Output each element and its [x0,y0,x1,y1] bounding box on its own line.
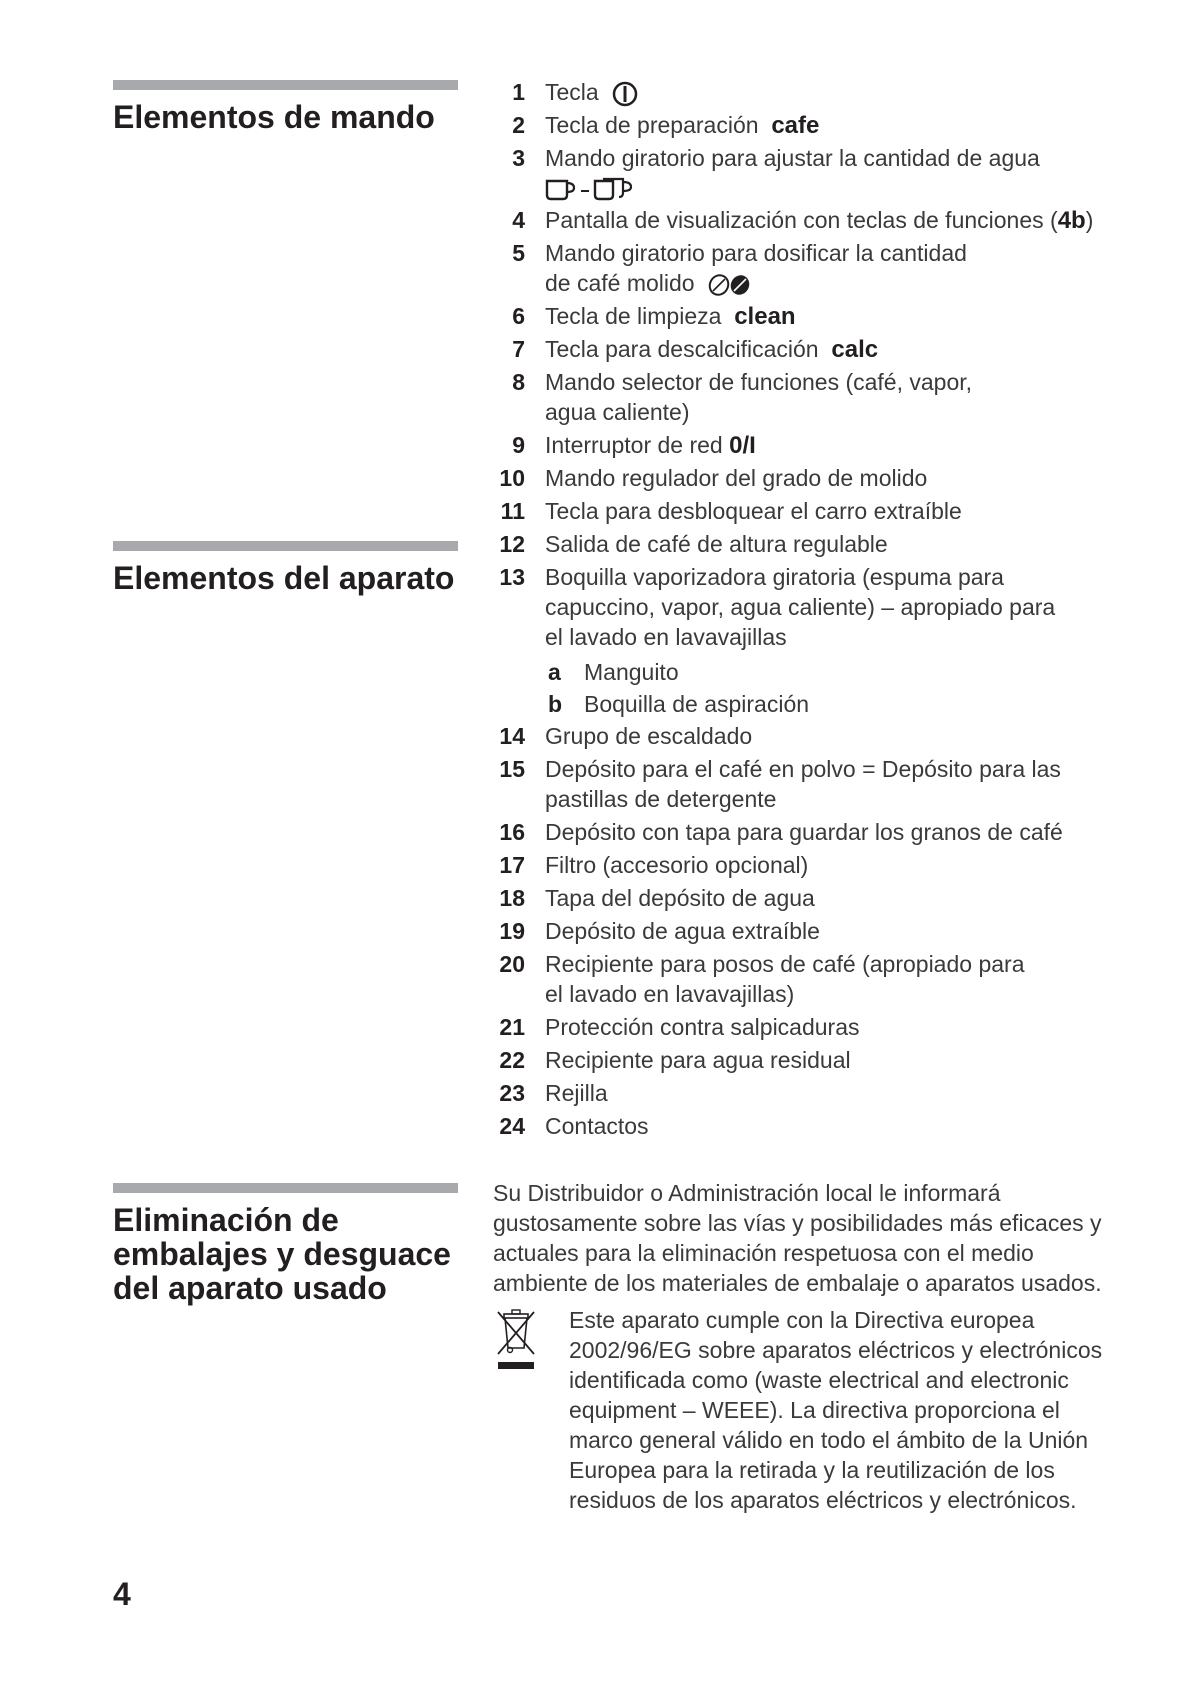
item-number: 1 [512,79,525,105]
item-text: Tecla [545,79,599,105]
item-number: 5 [512,240,525,266]
item-text: Tecla de limpieza [545,303,722,329]
key-label: cafe [771,112,820,139]
item-text-line2: capuccino, vapor, agua caliente) – apropiado para [545,594,1056,620]
item-text: Protección contra salpicaduras [545,1014,860,1040]
item-text: Contactos [545,1113,649,1139]
item-number: 17 [499,852,525,878]
page-number: 4 [113,1576,131,1612]
item-number: 11 [500,498,525,524]
item-text: Grupo de escaldado [545,723,753,749]
item-text: Depósito con tapa para guardar los granos de café [545,819,1063,845]
item-text: Filtro (accesorio opcional) [545,852,809,878]
item-text: Rejilla [545,1080,608,1106]
power-button-icon [611,80,639,108]
item-number: 2 [512,112,525,138]
weee-paragraph: Este aparato cumple con la Directiva europea 2002/96/EG sobre aparatos eléctricos y electrónicos identificada como (waste electrical and electronic equipment – WEEE). La directiva proporciona el marco general válido en todo el ámbito de la Unión Europea para la retirada y la reutilización de los residuos de los aparatos eléctricos y electrónicos. [569,1307,1103,1513]
item-number: 23 [499,1080,525,1106]
item-number: 7 [512,336,525,362]
sub-item-text: Boquilla de aspiración [584,691,810,717]
sub-item-text: Manguito [584,659,679,685]
item-number: 16 [499,819,525,845]
sub-item-letter: a [548,659,561,685]
item-number: 6 [512,303,525,329]
item-text-line2: pastillas de detergente [545,786,777,812]
item-number: 12 [499,531,525,557]
section-rule [113,1183,458,1193]
section-rule [113,541,458,551]
item-number: 4 [512,207,525,233]
item-text: Depósito para el café en polvo = Depósito para las [545,756,1061,782]
item-number: 19 [499,918,525,944]
item-text: Boquilla vaporizadora giratoria (espuma para [545,564,1004,590]
item-text-line3: el lavado en lavavajillas [545,624,787,650]
item-text: Mando giratorio para ajustar la cantidad de agua [545,145,1040,171]
item-number: 3 [512,145,525,171]
item-text: Tecla de preparación [545,112,759,138]
key-label: calc [831,336,879,363]
disposal-paragraph: Su Distribuidor o Administración local le informará gustosamente sobre las vías y posibilidades más eficaces y actuales para la eliminación respetuosa con el medio ambiente de los materiales de embalaje o aparatos usados. [493,1180,1102,1296]
item-text: Pantalla de visualización con teclas de funciones ( [545,207,1058,233]
item-text-line2: el lavado en lavavajillas) [545,981,795,1007]
item-number: 20 [499,951,525,977]
item-text: Tecla para desbloquear el carro extraíble [545,498,962,524]
cup-size-icon [545,177,637,203]
item-number: 21 [499,1014,525,1040]
item-number: 9 [512,432,525,458]
heading-parts: Elementos del aparato [113,560,455,596]
section-rule [113,80,458,90]
item-number: 10 [499,465,525,491]
crossed-bin-icon [494,1308,538,1372]
coffee-bean-icon [707,273,753,297]
sub-item-letter: b [548,691,563,717]
item-text: Tapa del depósito de agua [545,885,815,911]
item-text: Mando giratorio para dosificar la cantidad [545,240,967,266]
item-text: Tecla para descalcificación [545,336,819,362]
item-number: 13 [499,564,525,590]
item-text: Depósito de agua extraíble [545,918,820,944]
item-text: Recipiente para posos de café (apropiado para [545,951,1025,977]
key-label: clean [734,303,796,330]
item-text-after: ) [1085,207,1094,233]
item-number: 15 [499,756,525,782]
heading-controls: Elementos de mando [113,99,435,135]
item-text: Mando regulador del grado de molido [545,465,928,491]
item-text: Salida de café de altura regulable [545,531,888,557]
item-number: 18 [499,885,525,911]
item-number: 8 [512,369,525,395]
item-text-line2: agua caliente) [545,399,690,425]
item-text: Recipiente para agua residual [545,1047,851,1073]
item-text-line2: de café molido [545,270,695,296]
key-label: 4b [1057,207,1086,234]
item-text: Interruptor de red [545,432,723,458]
key-label: 0/I [729,432,756,459]
item-number: 24 [499,1113,525,1139]
item-number: 14 [499,723,525,749]
item-number: 22 [499,1047,525,1073]
heading-disposal: Eliminación de embalajes y desguace del aparato usado [113,1202,451,1306]
item-text: Mando selector de funciones (café, vapor, [545,369,973,395]
